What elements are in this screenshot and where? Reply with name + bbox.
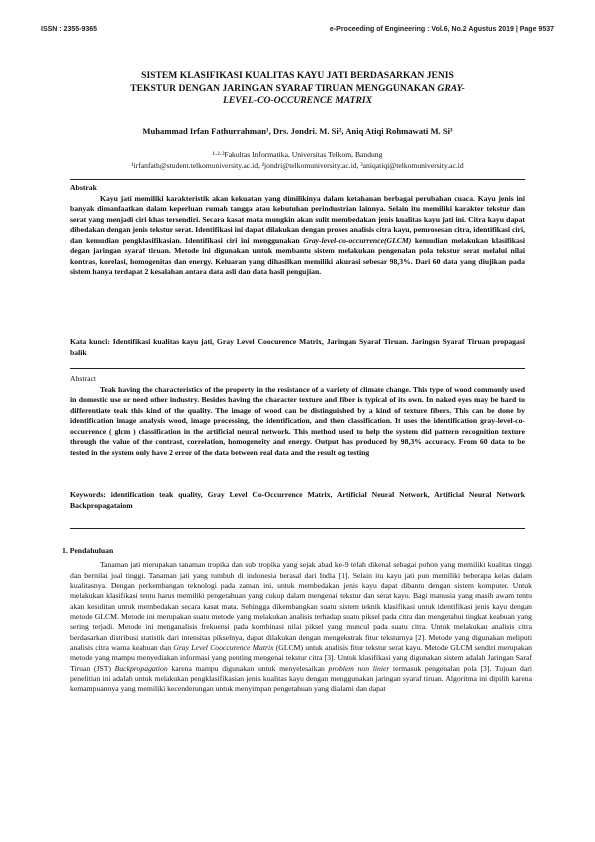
keywords-text: identification teak quality, Gray Level Co-Occurrence Matrix, Artificial Neural Network, Artificial Neural Network Backpropagataiom <box>70 490 525 510</box>
affiliation-emails: ¹irfanfath@student.telkomuniversity.ac.id, ²jondri@telkomuniversity.ac.id, ³aniqatiqi@telkomuniversity.ac.id <box>131 160 464 170</box>
kata-kunci <box>70 337 525 358</box>
paper-title <box>60 70 535 108</box>
abstract-top-divider <box>70 368 525 369</box>
title-line-2-plain: TEKSTUR DENGAN JARINGAN SYARAF TIRUAN MENGGUNAKAN <box>130 82 438 94</box>
abstrak-top-divider <box>70 179 525 180</box>
intro-p1-a: Tanaman jati merupakan tanaman tropika dan sub tropika yang sejak abad ke-9 telah dikenal sebagai pohon yang memiliki kualitas tinggi dan bernilai jual tinggi. Tanaman jati yang tumbuh di indonesia berasal dari India [1]. Selain itu kayu jati pun memiliki beberapa kelas dalam kualitasnya. Dengan perkembangan teknologi pada zaman ini, untuk membedakan jenis kayu dapat dibantu dengan sistem komputer. Untuk melakukan klasifikasi tentu harus memiliki pengetahuan yang cukup dalam mengenai tekstur dan serat kayu. Bagi manusia yang masih awam tentu akan kesulitan untuk membedakan secara kasat mata. Sehingga dikembangkan suatu sistem teknik klasifikasi untuk identifikasi jenis kayu dengan metode GLCM. Metode ini merupakan suatu metode yang melakukan analisis terhadap suatu piksel pada citra dan mengetahui tingkat keabuan yang sering terjadi. Metode ini menganalisis frekuensi pada kombinasi nilai piksel yang muncul pada suatu citra. Untuk melakukan analisis citra berdasarkan distribusi statistik dari intensitas pikselnya, dapat dilakukan dengan mengekstrak fitur teksturnya [2]. Metode yang digunakan meliputi analisis citra warna keabuan dan <box>70 560 532 653</box>
abstract-body: Teak having the characteristics of the property in the resistance of a variety of climate change. This type of wood commonly used in domestic use or need other industry. Besides having the character texture and fiber is typical of its own. In naked eyes may be hard to differentiate teak this kind of the quality. The image of wood can be distinguished by a kind of texture fibers. This can be done by identification image analysis wood, image processing, the identification, and then classification. It uses the identification gray-level-co-occurrence ( glcm ) classification in the artificial neural network. This method used to help the system did pattern recognition texture through the value of the contrast, correlation, homogeneity and energy. Output has produced by 98,3% accuracy. From 60 data to be tested in the system only have 2 error of the data between real data and the result og testing <box>70 384 525 457</box>
abstrak-section <box>70 183 525 278</box>
journal-header: e-Proceeding of Engineering : Vol.6, No.2 Agustus 2019 | Page 9537 <box>329 26 554 33</box>
abstract-section <box>70 374 525 458</box>
title-line-2 <box>60 83 535 96</box>
keywords-section <box>70 490 525 511</box>
title-line-1: SISTEM KLASIFIKASI KUALITAS KAYU JATI BERDASARKAN JENIS <box>141 70 454 81</box>
intro-top-divider <box>70 528 525 529</box>
affiliation-institution: ¹·²·³Fakultas Informatika, Universitas Telkom, Bandung <box>212 150 383 159</box>
kata-kunci-label: Kata kunci <box>70 337 108 346</box>
abstrak-text-italic: Gray-level-co-occurrence(GLCM) <box>303 235 412 245</box>
abstrak-heading: Abstrak <box>70 183 97 192</box>
keywords-label: Keywords: <box>70 490 106 499</box>
intro-p1-b: (GLCM) untuk analisis fitur tekstur serat kayu. Metode GLCM sendiri merupakan metode yang mampu menyediakan informasi yang penting mengenai tekstur citra [3]. Untuk klasifikasi yang digunakan sistem adalah Jaringan Saraf Tiruan (JST) <box>70 643 532 673</box>
intro-body <box>62 560 532 694</box>
kata-kunci-section <box>70 337 525 358</box>
intro-p1-italic-backprop: Backpropagation <box>114 663 168 673</box>
affiliation <box>60 150 535 171</box>
introduction-section <box>62 546 532 695</box>
title-line-3 <box>60 95 535 108</box>
intro-p1-d: termasuk pengenalan pola [3]. Tujuan dari penelitian ini adalah untuk melakukan pengklasifikasian jenis kualitas kayu dengan menggunakan jaringan syaraf tiruan. Algoritma ini dipilih karena kemampuannya yang memiliki kecenderungan untuk menyimpan pengetahuan yang dialami dan dapat <box>70 663 532 694</box>
abstrak-text-b: kemudian melakukan klasifikasi degan jaringan syaraf tiruan. Metode ini digunakan untuk membantu sistem melakukan pengenalan pola tekstur serat melalui nilai kontras, korelasi, homogenitas dan energy. Keluaran yang dihasilkan memiliki akurasi sebesar 98,3%. Dari 60 data yang diujikan pada sistem hanya terdapat 2 kesalahan antara data asli dan data hasil pengujian. <box>70 235 525 276</box>
kata-kunci-text: : Identifikasi kualitas kayu jati, Gray Level Coocurence Matrix, Jaringan Syaraf Tiruan. Jaringsn Syaraf Tiruan propagasi balik <box>70 337 525 357</box>
abstract-heading: Abstract <box>70 374 97 383</box>
intro-heading: 1. Pendahuluan <box>62 546 114 555</box>
issn-header: ISSN : 2355-9365 <box>41 26 98 33</box>
title-line-2-italic: GRAY- <box>437 82 465 94</box>
abstrak-body <box>70 194 525 278</box>
intro-p1-italic-glcm: Gray Level Cooccurence Matrix <box>173 643 274 653</box>
keywords <box>70 490 525 511</box>
intro-p1-c: karena mampu digunakan untuk menyelesaikan <box>167 663 329 673</box>
intro-paragraph <box>70 560 532 694</box>
title-line-3-italic: LEVEL-CO-OCCURENCE MATRIX <box>222 95 372 106</box>
intro-p1-italic-nonlinear: problem non linier <box>328 663 390 673</box>
author-list: Muhammad Irfan Fathurrahman¹, Drs. Jondri. M. Si², Aniq Atiqi Rohmawati M. Si³ <box>142 126 453 136</box>
abstrak-text-a: Kayu jati memiliki karakteristik akan kekuatan yang dimilikinya dalam ketahanan berbagai perubahan cuaca. Kayu jenis ini banyak dimanfaatkan dalam keperluan rumah tangga atau kebutuhan perindustrian lainnya. Selain itu memiliki karakter tekstur dan serat yang menjadi ciri khas tersendiri. Secara kasat mata mungkin akan sulit membedakan jenis kualitas kayu jati ini. Citra kayu dapat dibedakan dengan jenis tekstur serat. Identifikasi ini dapat dilakukan dengan proses analisis citra kayu, pemrosesan citra, identifikasi ciri, dan kemudian pengklasifikasian. Identifikasi ciri ini menggunakan <box>70 193 525 245</box>
